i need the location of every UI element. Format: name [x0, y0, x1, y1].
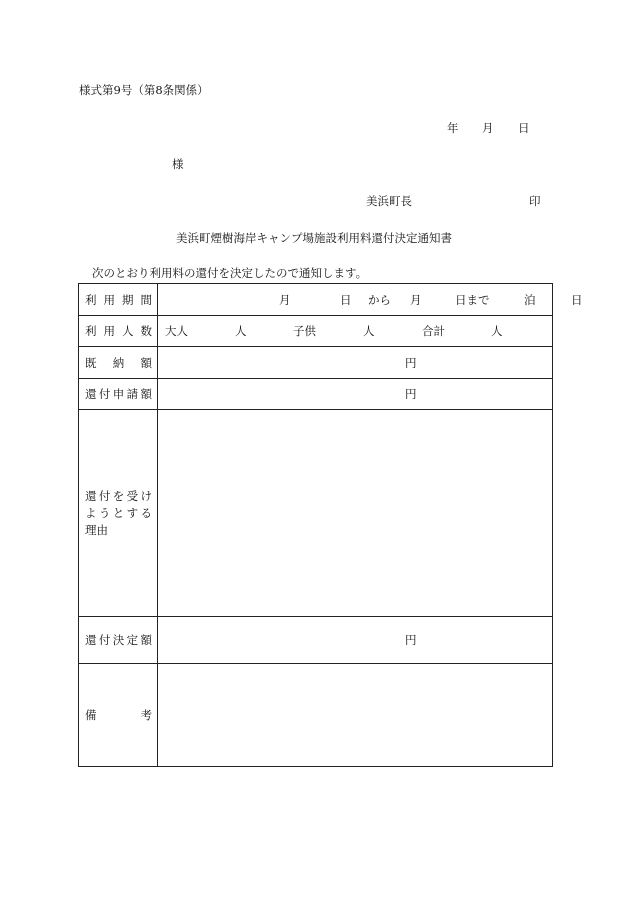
label-requested-char: 申 — [112, 387, 125, 401]
label-cell-period — [79, 284, 158, 316]
label-requested-char: 付 — [98, 387, 111, 401]
label-decided-char: 還 — [85, 633, 97, 647]
label-people-char: 人 — [122, 324, 134, 338]
label-people — [79, 323, 157, 339]
label-paid-char: 納 — [112, 355, 125, 370]
label-reason-line2-char: す — [126, 505, 139, 520]
row-paid — [79, 347, 553, 379]
label-people-char: 数 — [140, 324, 152, 338]
value-cell-people[interactable] — [158, 316, 553, 347]
label-reason-line1-char: を — [112, 488, 125, 503]
decided-yen-unit: 円 — [405, 633, 417, 647]
date-month: 月 — [482, 121, 494, 135]
label-decided-char: 決 — [112, 633, 125, 647]
label-cell-reason — [79, 410, 158, 617]
period-from: から — [368, 292, 391, 307]
people-adult: 大人 — [165, 324, 188, 338]
label-paid-char: 既 — [85, 355, 97, 370]
date-year: 年 — [447, 121, 459, 135]
label-decided-char: 額 — [140, 633, 152, 647]
date-day: 日 — [518, 121, 530, 135]
label-reason-line1-char: け — [140, 488, 152, 503]
row-people — [79, 316, 553, 347]
label-period — [79, 292, 157, 308]
people-total: 合計 — [422, 324, 445, 338]
value-cell-period[interactable] — [158, 284, 583, 316]
period-until: 日まで — [455, 292, 490, 307]
label-cell-people — [79, 316, 158, 347]
period-day-from: 日 — [340, 292, 352, 307]
intro-text: 次のとおり利用料の還付を決定したので通知します。 — [92, 266, 368, 280]
row-reason — [79, 410, 553, 617]
refund-form-table — [78, 283, 583, 767]
label-reason-line1-char: 受 — [126, 488, 139, 503]
label-decided — [79, 632, 157, 648]
row-decided — [79, 617, 553, 664]
label-period-char: 期 — [122, 292, 134, 307]
document-title: 美浜町煙樹海岸キャンプ場施設利用料還付決定通知書 — [176, 231, 452, 245]
requested-yen-unit: 円 — [405, 387, 417, 401]
label-requested-char: 額 — [140, 387, 152, 401]
label-cell-requested — [79, 379, 158, 410]
label-period-char: 間 — [140, 292, 152, 307]
people-child: 子供 — [293, 324, 316, 338]
label-reason-line1-char: 還 — [85, 488, 97, 503]
label-reason-line2-char: る — [140, 505, 152, 520]
label-reason — [79, 488, 157, 539]
value-cell-requested[interactable] — [158, 379, 553, 410]
label-reason-line1 — [85, 488, 152, 505]
seal-mark: 印 — [529, 194, 541, 208]
people-child-unit: 人 — [363, 324, 375, 338]
label-reason-line2-char: よ — [85, 505, 97, 520]
people-total-unit: 人 — [491, 324, 503, 338]
value-cell-remarks[interactable] — [158, 664, 553, 767]
value-cell-reason[interactable] — [158, 410, 553, 617]
issuer: 美浜町長 — [366, 194, 412, 208]
label-remarks-char: 考 — [140, 708, 152, 722]
label-people-char: 利 — [85, 324, 97, 338]
people-adult-unit: 人 — [235, 324, 247, 338]
addressee-suffix: 様 — [172, 157, 184, 171]
label-people-char: 用 — [103, 324, 115, 338]
value-cell-paid[interactable] — [158, 347, 553, 379]
label-cell-remarks — [79, 664, 158, 767]
label-decided-char: 定 — [126, 633, 139, 647]
row-remarks — [79, 664, 553, 767]
label-decided-char: 付 — [98, 633, 111, 647]
label-period-char: 用 — [103, 292, 115, 307]
period-nights: 泊 — [524, 292, 536, 307]
label-requested-char: 還 — [85, 387, 97, 401]
row-requested — [79, 379, 553, 410]
period-days: 日 — [571, 292, 583, 307]
period-month2: 月 — [410, 292, 422, 307]
label-remarks — [79, 707, 157, 723]
label-requested — [79, 386, 157, 402]
label-paid — [79, 355, 157, 371]
label-reason-line2-char: と — [112, 505, 125, 520]
label-reason-line2-char: う — [98, 505, 111, 520]
row-period — [79, 284, 553, 316]
label-paid-char: 額 — [140, 355, 152, 370]
label-cell-paid — [79, 347, 158, 379]
label-period-char: 利 — [85, 292, 97, 307]
label-cell-decided — [79, 617, 158, 664]
label-reason-line3: 理由 — [85, 522, 108, 537]
label-requested-char: 請 — [126, 387, 139, 401]
period-month1: 月 — [279, 292, 291, 307]
value-cell-decided[interactable] — [158, 617, 553, 664]
label-reason-line2 — [85, 505, 152, 522]
label-remarks-char: 備 — [85, 708, 97, 722]
label-reason-line1-char: 付 — [98, 488, 111, 503]
form-number: 様式第9号（第8条関係） — [79, 83, 209, 97]
paid-yen-unit: 円 — [405, 355, 417, 370]
